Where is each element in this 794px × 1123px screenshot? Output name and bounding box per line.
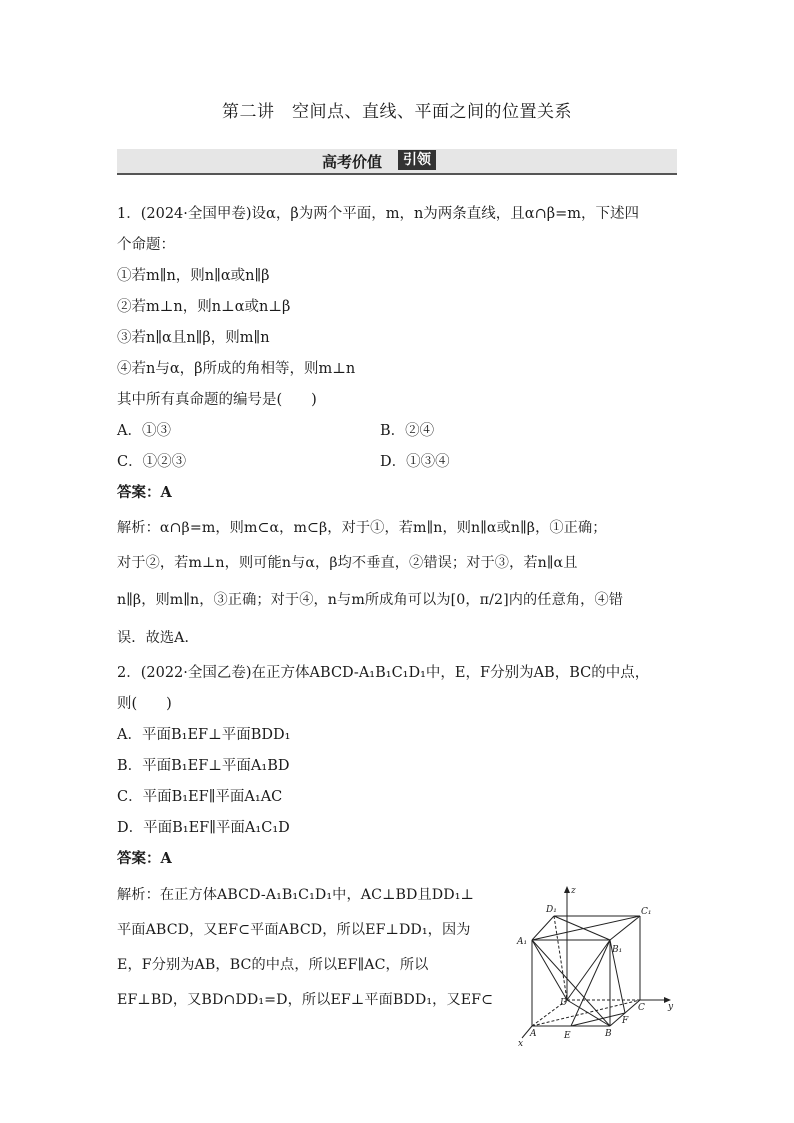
- q1-analysis-line4: 误．故选A．: [117, 630, 199, 646]
- line-d1-b1: [554, 916, 610, 940]
- label-c: C: [638, 1003, 645, 1013]
- label-z: z: [571, 886, 576, 896]
- q2-option-a: A．平面B₁EF⊥平面BDD₁: [117, 727, 291, 743]
- q1-stem-line2: 个命题：: [117, 237, 175, 253]
- line-b1-e: [571, 940, 610, 1026]
- label-c1: C₁: [641, 907, 652, 917]
- q2-analysis-line1: 解析：在正方体ABCD-A₁B₁C₁D₁中，AC⊥BD且DD₁⊥: [117, 887, 474, 903]
- q1-prop-1: ①若m∥n，则n∥α或n∥β: [117, 268, 270, 284]
- q1-prop-3: ③若n∥α且n∥β，则m∥n: [117, 330, 270, 346]
- label-b: B: [605, 1029, 612, 1039]
- q1-option-a: A．①③: [117, 423, 171, 439]
- q2-analysis-line2: 平面ABCD，又EF⊂平面ABCD，所以EF⊥DD₁，因为: [117, 922, 471, 938]
- label-e: E: [564, 1031, 571, 1041]
- q2-option-d: D．平面B₁EF∥平面A₁C₁D: [117, 820, 290, 836]
- label-y: y: [668, 1002, 674, 1012]
- q1-stem-line1: 1．(2024·全国甲卷)设α，β为两个平面，m，n为两条直线，且α∩β=m，下述四: [117, 206, 640, 222]
- cube-figure: [512, 882, 682, 1047]
- edge-a1-d1: [532, 916, 554, 940]
- q1-analysis-line2: 对于②，若m⊥n，则可能n与α，β均不垂直，②错误；对于③，若n∥α且: [117, 555, 578, 571]
- section-header: [117, 149, 677, 175]
- label-b1: B₁: [612, 945, 623, 955]
- q1-option-b: B．②④: [380, 423, 435, 439]
- q1-prop-2: ②若m⊥n，则n⊥α或n⊥β: [117, 299, 291, 315]
- q1-analysis-line3: n∥β，则m∥n，③正确；对于④，n与m所成角可以为[0，π/2]内的任意角，④错: [117, 592, 624, 608]
- line-a1-c1: [532, 916, 640, 940]
- q2-option-c: C．平面B₁EF∥平面A₁AC: [117, 789, 283, 805]
- q2-stem-line1: 2．(2022·全国乙卷)在正方体ABCD-A₁B₁C₁D₁中，E，F分别为AB，BC的中点，: [117, 665, 650, 681]
- q1-question: 其中所有真命题的编号是( ): [117, 392, 317, 408]
- q2-analysis-line3: E，F分别为AB，BC的中点，所以EF∥AC，所以: [117, 957, 429, 973]
- q2-option-b: B．平面B₁EF⊥平面A₁BD: [117, 758, 290, 774]
- arrow-z: [564, 886, 570, 893]
- label-d1: D₁: [546, 905, 557, 915]
- section-badge: 引领: [398, 150, 436, 170]
- q2-analysis-line4: EF⊥BD，又BD∩DD₁=D，所以EF⊥平面BDD₁，又EF⊂: [117, 992, 494, 1008]
- q1-prop-4: ④若n与α，β所成的角相等，则m⊥n: [117, 361, 356, 377]
- q2-stem-line2: 则( ): [117, 696, 172, 712]
- q1-option-d: D．①③④: [380, 454, 450, 470]
- line-a1-b: [532, 940, 610, 1026]
- section-label: 高考价值: [322, 153, 383, 171]
- hidden-edge-d1-d: [554, 916, 567, 1000]
- label-d: D: [560, 998, 568, 1008]
- q2-answer: 答案：A: [117, 850, 172, 867]
- line-a1-d: [532, 940, 567, 1000]
- q1-option-c: C．①②③: [117, 454, 187, 470]
- line-d-b1: [567, 940, 610, 1000]
- q1-analysis-line1: 解析：α∩β=m，则m⊂α，m⊂β，对于①，若m∥n，则n∥α或n∥β，①正确；: [117, 520, 607, 536]
- q1-answer: 答案：A: [117, 484, 172, 501]
- label-f: F: [622, 1016, 629, 1026]
- label-a1: A₁: [517, 937, 528, 947]
- label-x: x: [518, 1039, 524, 1047]
- page-title: 第二讲 空间点、直线、平面之间的位置关系: [222, 102, 572, 122]
- label-a: A: [530, 1029, 537, 1039]
